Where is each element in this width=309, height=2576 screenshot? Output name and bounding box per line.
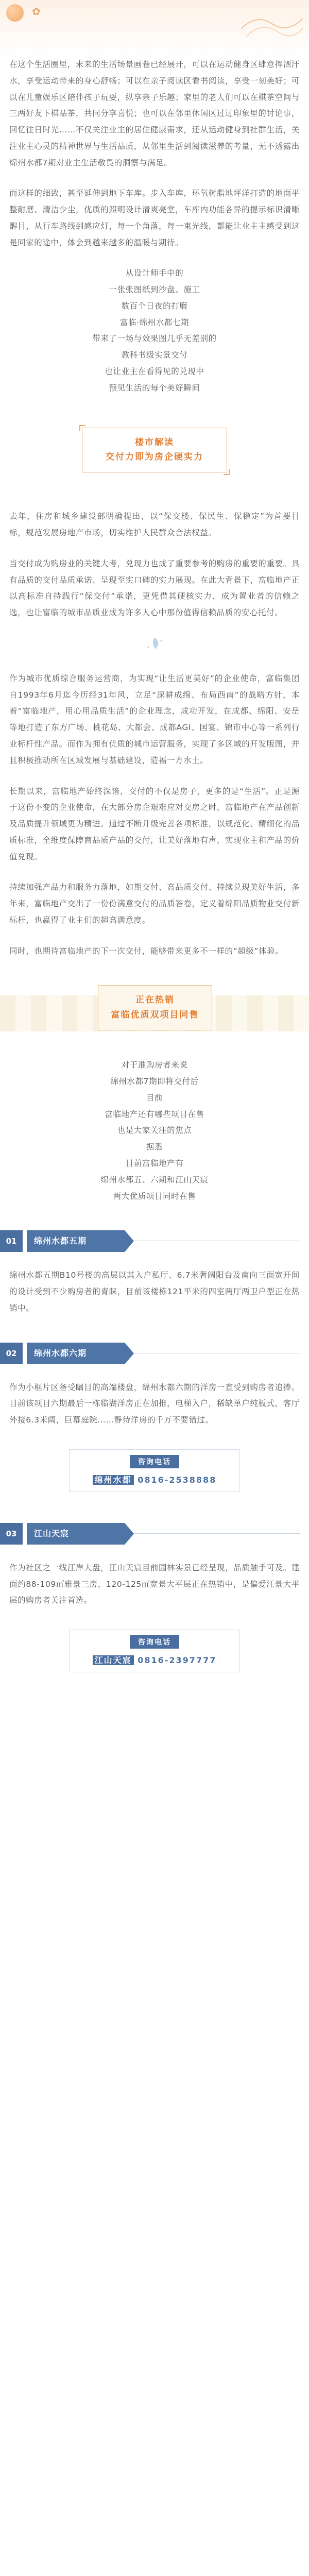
- contact-project-label: 绵州水都: [93, 1475, 134, 1485]
- project-tab-02: [0, 1343, 309, 1364]
- flower-icon: ✿: [32, 5, 41, 18]
- contact-title: 咨询电话: [130, 1635, 179, 1649]
- promo-list-line: 也是大家关注的焦点: [117, 1126, 192, 1136]
- poem-line: 带来了一场与效果图几乎无差别的: [92, 334, 217, 344]
- project-number: 02: [0, 1343, 23, 1364]
- contact-phone-line[interactable]: [70, 1654, 239, 1666]
- promo-title-box: [98, 985, 212, 1030]
- promo-list-line: 据悉: [146, 1142, 163, 1152]
- contact-phone-number[interactable]: 0816-2538888: [138, 1475, 217, 1485]
- poem-line: 预见生活的每个美好瞬间: [109, 383, 200, 393]
- wave-decoration-icon: [241, 8, 303, 39]
- project-name: 江山天宸: [27, 1523, 125, 1545]
- project-name: 绵州水都六期: [27, 1343, 125, 1364]
- sun-icon: [6, 4, 24, 22]
- poem-line: 富临·绵州水都七期: [119, 317, 190, 327]
- promo-list-line: 绵州水都7期即将交付后: [110, 1077, 199, 1087]
- contact-card-jiangshan: [69, 1630, 240, 1672]
- promo-list-line: 对于准购房者来说: [121, 1060, 188, 1070]
- body-paragraph: 长期以来，富临地产始终深谙，交付的不仅是房子，更多的是“生活”。正是源于这份不变的企业使命，在大部分房企艰难应对交房之时，富临地产在产品创新及品质提升领域更为精进。通过不断升级完善各项标准，以规范化、精细化的品质标准，全维度保障商品质产品的交付，让美好落地有声，实现业主和产品的价值兑现。: [9, 786, 300, 861]
- promo-line2: 富临优质双项目同售: [111, 1010, 199, 1021]
- body-paragraph: 当交付成为购房业的关键大考，兑现力也成了重要参考的购房的重要的重要。具有品质的交付品质承诺、呈现至实口碑的实力展现。在此大背景下，富临地产正以高标准自持践行“保交付”承诺，更凭借其硬核实力，成为置业者的信赖之选，也让富临的城市品质业成为许多人心中那份值得信赖品质的安心托付。: [9, 558, 300, 618]
- section-header-line1: 楼市解读: [135, 437, 174, 448]
- promo-list: [0, 1057, 309, 1205]
- promo-list-line: 两大优质项目同时在售: [113, 1191, 196, 1201]
- contact-title: 咨询电话: [130, 1455, 179, 1468]
- poem-line: 也让业主在看得见的兑现中: [105, 367, 204, 377]
- body-paragraph: 作为城市优质综合服务运营商，为实现“让生活更美好”的企业使命，富临集团自1993年6月迄今历经31年风，立足“深耕成绵、布局西南”的战略方针，本着“富临地产，用心用品质生活”的企业理念，成功开发，在成都、绵阳、安岳等地打造了东方广场、桃花岛、大都会、成都AGI、国宴、锦市中心等一系列行业标杆性产品。而作为拥有优质的城市运营服务，实现了多区域的开发版图，并且积极推动所在区域发展与基础建设，造福一方水土。: [9, 673, 300, 765]
- promo-list-line: 目前富临地产有: [125, 1159, 184, 1168]
- project-description: 作为社区之一线江岸大盘，江山天宸目前园林实景已经呈现，品质触手可及。建面约88-109㎡雅景三房，120-125㎡宽景大平层正在热销中，是偏爱江景大平层的购房者关注首选。: [9, 1563, 300, 1605]
- poem-line: 一张张图纸到沙盘、施工: [109, 285, 200, 295]
- promo-banner: [0, 980, 309, 1047]
- contact-phone-number[interactable]: 0816-2397777: [138, 1655, 217, 1666]
- section-header-line2: 交付力即为房企硬实力: [106, 452, 203, 463]
- poem-block: [0, 265, 309, 396]
- project-tab-01: [0, 1230, 309, 1252]
- poem-line: 数百个日夜的打磨: [121, 301, 188, 311]
- promo-list-line: 富临地产还有哪些项目在售: [105, 1109, 204, 1119]
- intro-paragraph: 在这个生活圈里，未来的生活场景画卷已经展开，可以在运动健身区肆意挥洒汗水，享受运动带来的身心舒畅；可以在亲子阅读区看书阅读，享受一刻美好；可以在儿童娱乐区陪伴孩子玩耍，纵享亲子乐趣；家里的老人们可以在棋茶空间与三两好友下棋品茶，共同分享喜悦；也可以在邻里休闲区过过印象里的讨论事，回忆往日时光……不仅关注业主的居住健康需求，还从运动健身到社群生活，关注业主心灵的精神世界与生活品质，从邻里生活到阅读滋养的考量，无不透露出绵州水都7期对业主生活敬畏的洞察与满足。: [9, 60, 300, 167]
- promo-list-line: 绵州水都五、六期和江山天宸: [100, 1175, 209, 1184]
- promo-list-line: 目前: [146, 1093, 163, 1103]
- project-number: 03: [0, 1523, 23, 1545]
- intro-paragraph: 而这样的细致，甚至延伸到地下车库。步入车库，环氧树脂地坪洋打造的地面平整耐磨、清洁少尘，优质的照明设计清爽亮堂，车库内功能各异的提示标识清晰醒目，从行车路线到感应灯，每一个角落，每一束光线，都能让业主主感受到这是回家的途中，体会到越来越多的温暖与期待。: [9, 189, 300, 247]
- feather-divider-icon: [144, 637, 165, 650]
- body-paragraph: 同时，也期待富临地产的下一次交付，能够带来更多不一样的“超级”体验。: [9, 946, 284, 956]
- poem-line: 教科书级实景交付: [121, 350, 188, 360]
- body-paragraph: 持续加强产品力和服务力落地，如期交付、高品质交付、持续兑现美好生活，多年来，富临地产交出了一份份满意交付的品质答卷，定义着绵阳品质物业交付新标杆，也赢得了业主们的超高满意度。: [9, 883, 300, 925]
- project-description: 作为小框片区备受瞩目的高端楼盘，绵州水都六期的洋房一直受到购房者追捧。目前该项目六期最后一栋临湖洋房正在加推，电梯入户，稀缺单户纯板式，客厅外接6.3米阔，巨幕庭院……静待洋房的千万不要错过。: [9, 1382, 300, 1425]
- contact-card-mianzhou: [69, 1449, 240, 1492]
- project-tab-03: [0, 1523, 309, 1545]
- section-header-market: [82, 428, 227, 473]
- top-decoration: [0, 0, 309, 57]
- body-paragraph: 去年，住房和城乡建设部明确提出，以“保交楼、保民生、保稳定”为首要目标，规范发展房地产市场，切实维护人民群众合法权益。: [9, 512, 300, 538]
- project-name: 绵州水都五期: [27, 1230, 125, 1252]
- project-description: 绵州水都五期B10号楼的高层以其入户私厅、6.7米奢阔阳台及南向三面宽开间的设计受到不少购房者的青睐，目前该楼栋121平米的四室两厅两卫户型正在热销中。: [9, 1270, 300, 1313]
- promo-line1: 正在热销: [135, 995, 175, 1006]
- contact-phone-line[interactable]: [70, 1473, 239, 1485]
- poem-line: 从设计师手中的: [125, 268, 184, 278]
- project-number: 01: [0, 1230, 23, 1252]
- contact-project-label: 江山天宸: [93, 1655, 134, 1665]
